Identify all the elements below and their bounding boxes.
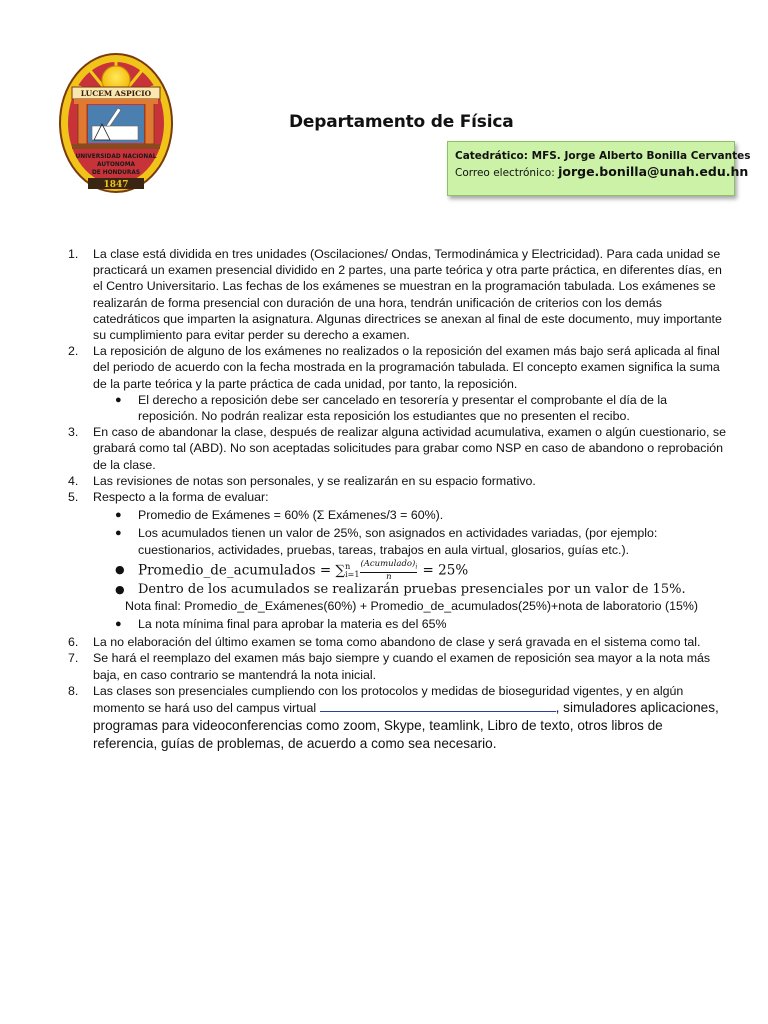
logo-year: 1847 [103, 180, 129, 190]
list-item: 6. La no elaboración del último examen se toma como abandono de clase y será gravada en el sistema como tal. [68, 635, 701, 650]
svg-text:AUTONOMA: AUTONOMA [97, 162, 135, 168]
bullet-icon: ● [115, 562, 125, 576]
list-item: 2. La reposición de alguno de los exámenes no realizados o la reposición del examen más bajo será aplicada al final del periodo de acuerdo con la fecha mostrada en la programación tabulada. El concepto examen significa la suma de la parte teórica y la parte práctica de cada unidad, por tanto, la reposición. [68, 344, 720, 391]
list-item: 7. Se hará el reemplazo del examen más bajo siempre y cuando el examen de reposición sea mayor a la nota más baja, en caso contrario se mantendrá la nota inicial. [68, 651, 711, 682]
list-item: 8. Las clases son presenciales cumpliendo con los protocolos y medidas de bioseguridad vigentes, y en algún momento se hará uso del campus virtual , simuladores aplicaciones, programas para videoconferencias como zoom, Skype, teamlink, Libro de texto, otros libros de referencia, guías de problemas, de acuerdo a como sea necesario. [68, 683, 719, 751]
university-seal-logo [58, 52, 174, 194]
svg-text:UNIVERSIDAD NACIONAL: UNIVERSIDAD NACIONAL [75, 154, 157, 160]
email-label: Correo electrónico: [455, 167, 555, 179]
bullet-icon: ● [115, 393, 122, 406]
sub-bullet: ● Los acumulados tienen un valor de 25%, son asignados en actividades variadas, (por ejemplo: cuestionarios, actividades, pruebas, tareas, trabajos en aula virtual, glosarios, guías etc.). [115, 526, 658, 557]
bullet-icon: ● [115, 617, 122, 630]
bullet-icon: ● [115, 509, 122, 522]
sub-bullet: ● El derecho a reposición debe ser cancelado en tesorería y presentar el comprobante el día de la reposición. No podrán realizar esta reposición los estudiantes que no presenten el recibo. [115, 392, 667, 424]
email-line [455, 164, 749, 179]
sub-bullet: ● La nota mínima final para aprobar la materia es del 65% [115, 616, 447, 631]
sub-bullet: ● Promedio de Exámenes = 60% (Σ Exámenes/3 = 60%). [115, 508, 444, 523]
instructor-name: Catedrático: MFS. Jorge Alberto Bonilla Cervantes [455, 150, 751, 162]
list-item: 5. Respecto a la forma de evaluar: [68, 490, 269, 505]
bullet-icon: ● [115, 582, 125, 596]
list-item: 4. Las revisiones de notas son personales, y se realizarán en su espacio formativo. [68, 473, 536, 488]
formula-fraction: $\frac{(Acumulado)_i}{n}$ [360, 558, 418, 582]
list-item: 3. En caso de abandonar la clase, después de realizar alguna actividad acumulativa, examen o algún cuestionario, se grabará como tal (ABD). No son aceptadas solicitudes para grabar como NSP en caso de abandono o reprobación de la clase. [68, 425, 727, 472]
sub-bullet: ● Dentro de los acumulados se realizarán pruebas presenciales por un valor de 15%. [115, 581, 686, 597]
campus-virtual-blank [320, 699, 556, 712]
email-address[interactable]: jorge.bonilla@unah.edu.hn [558, 164, 749, 179]
svg-text:DE HONDURAS: DE HONDURAS [91, 170, 141, 176]
logo-motto: LUCEM ASPICIO [80, 89, 152, 98]
bullet-icon: ● [115, 527, 122, 540]
rules-list [68, 246, 728, 753]
page-title: Departamento de Física [289, 112, 514, 132]
final-grade-formula: Nota final: Promedio_de_Exámenes(60%) + Promedio_de_acumulados(25%)+nota de laboratorio (15%) [125, 598, 699, 613]
instructor-info-box [447, 141, 751, 196]
list-item: 1. La clase está dividida en tres unidades (Oscilaciones/ Ondas, Termodinámica y Electricidad). Para cada unidad se practicará un examen presencial dividido en 2 partes, una parte teórica y otra parte práctica, en diferentes días, en el Centro Universitario. Las fechas de los exámenes se muestran en la programación tabulada. Los exámenes se realizarán de forma presencial con duración de una hora, tendrán unificación de criterios con los demás catedráticos que imparten la asignatura. Algunas directrices se anexan al final de este documento, muy importante su cumplimiento para evitar perder su derecho a examen. [68, 247, 722, 343]
formula-bullet: ● Promedio_de_acumulados = ∑ n i=1 $\frac{(Acumulado)_i}{n}$ = 25% [115, 558, 469, 582]
